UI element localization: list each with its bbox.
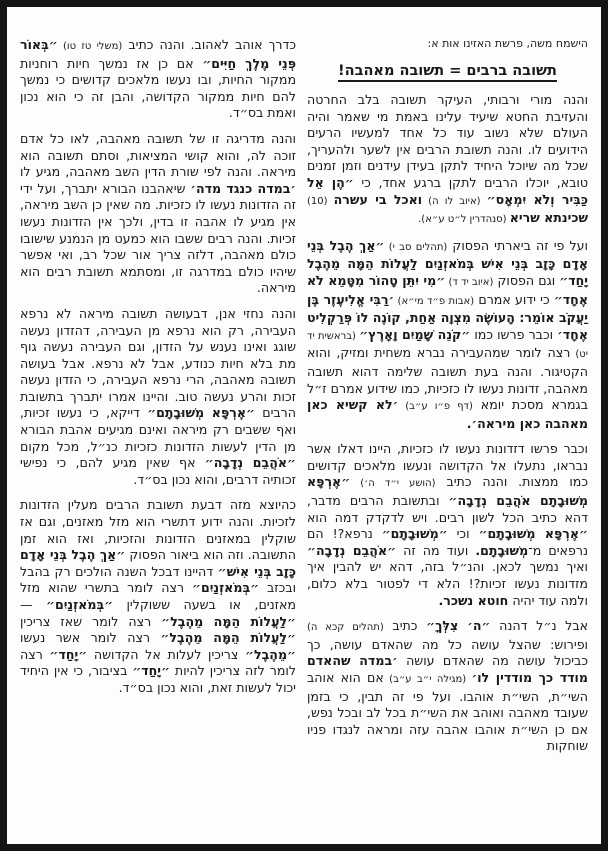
text-run: כהיוצא מזה דבעת תשובת הרבים מעלין הזדונות לזכיות. והנה ידוע דתשרי הוא מזל מאזנים, וגם אז שוקלין במאזנים הזדונות והזכיות, ואז הוא זמן התשובה. וזה הוא ביאור הפסוק <box>20 497 296 563</box>
text-run: (בראשית יד יט) <box>307 330 588 361</box>
text-run: אבל נ״ל דהנה <box>490 618 589 634</box>
text-run: דהיינו דבכל השנה הולכים רק בהבל ובכזב <box>20 563 296 596</box>
text-run: אף שאין מגיע להם, כי נפישי זכותיה דרבים, והוא נכון בס״ד. <box>20 455 296 487</box>
text-run: ׳רַבִּי אֱלִיעֶזֶר בֶּן יַעֲקֹב אוֹמֵר: הָעוֹשֶׂה מִצְוָה אַחַת, קוֹנֶה לוֹ פְּרַקְלִיט אֶחָד׳ <box>307 291 588 342</box>
page-header: הישמח משה, פרשת האזינו אות א: <box>427 37 588 50</box>
text-run: ואיך נמשך לכאן. והנ״ל בזה, דהא יש להבין איך מזדונות נעשו זכיות?! הלא די לפטור בלא כלום, ולמה עוד יהיה <box>307 559 588 608</box>
text-run: ועוד מה זה <box>396 542 476 558</box>
text-run: דייקא, כי נעשו זכיות, ואף ששבים רק מיראה ואינם מגיעים אהבת הבורא מן הדין לעשות הזדונות כזכיות כנ״ל, מכל מקום <box>20 405 296 454</box>
text-run: ׳במדה כנגד מדה׳ <box>190 180 296 196</box>
paragraph <box>307 238 588 433</box>
text-run: כי ידוע אמרם <box>474 291 554 307</box>
paragraph <box>307 441 588 609</box>
text-run: בציבור, כי אין היחיד יכול לעשות זאת, והוא נכון בס״ד. <box>20 663 296 695</box>
text-run: ״מְשׁוּבָתָם״ <box>381 526 448 542</box>
section-title: תשובה ברבים = תשובה מאהבה! <box>338 63 557 82</box>
text-run: ״מֵהֶבֶל״ <box>245 646 296 662</box>
text-run: (תהלים קכא ה) <box>307 622 384 634</box>
text-run: ״קֹנֵה שָׁמַיִם וָאָרֶץ״ <box>359 326 471 342</box>
text-run: ״ה׳ צִלְּךָ״ <box>426 618 491 634</box>
text-run: (דף פ״ו ע״ב) <box>398 401 473 413</box>
text-run: וגם הפסוק <box>493 272 560 288</box>
text-run: ״בְּאוֹר פְּנֵי מֶלֶךְ חַיִּים״ <box>20 37 296 71</box>
text-run: ״הֶן אֵל כַּבִּיר וְלֹא יִמְאָס״ <box>307 174 588 207</box>
text-run: (משלי טז טו) <box>57 41 123 52</box>
text-run: רצה לומר לזה צריכין להיות <box>20 646 296 679</box>
column-right <box>307 37 588 755</box>
column-left <box>20 37 296 697</box>
text-run: ״אֹהֲבֵם נְדָבָה״ <box>307 542 397 558</box>
text-run: והנה מורי ורבותי, העיקר תשובה בלב החרטה והעזיבת החטא שיעיד עלינו באמת מי שאמר והיה העולם שלא נשוב עוד כל אחד למעשיו הרעים הידועים לו. והנה תשובת הרבים אין לשער ולהעריך, שכל מה שיוכל היחיד לתקן בעידן עידנים וזמן זמנים טובא, יוכלו הרבים לתקן ברגע אחד, כי <box>307 92 588 190</box>
text-run: נרפא?! הם נרפאים מ־ <box>307 526 588 558</box>
paragraph <box>20 306 296 489</box>
text-run: והנה נחזי אנן, דבעושה תשובה מיראה לא נרפא העבירה, רק הוא נרפא מן העבירה, דהזדון נעשה שוגג ואינו נענש על הזדון, וגם העבירה נעשה גוף מת בלא חיות כנודע, אבל לא נרפא. אבל בעושה תשובה מאהבה, הרי נרפא העבירה, כי הזדון נעשה זכות והרע נעשה טוב. והיינו אמרו יתברך בתשובת הרבים <box>20 305 296 421</box>
text-run: ״בְּמֹאזְנַיִם״ <box>46 597 114 612</box>
text-run: (מגילה י״ב ע״ב) <box>383 674 472 685</box>
text-run: כתיב <box>383 618 427 634</box>
text-run: (הושע י״ד ה׳) <box>350 478 436 490</box>
text-run: רצה לומר אשר נעשו <box>20 630 161 646</box>
text-run: שכינתא שריא <box>509 210 588 226</box>
text-run: רצה לומר שאז צריכין <box>20 613 162 629</box>
text-run: ׳במדה שהאדם מודד כך מודדין לו׳ <box>307 653 588 685</box>
text-run: (סנהדרין ל״ט ע״א). <box>418 214 510 226</box>
text-run: (10) <box>307 195 334 207</box>
text-run: ועל פי זה ביארתי הפסוק <box>447 237 588 253</box>
text-run: ״לַעֲלוֹת הֵמָּה מֵהֶבֶל״ <box>160 630 296 646</box>
text-run: ״יָחַד״ <box>49 646 88 662</box>
left-column-text <box>20 37 296 697</box>
text-run: וכבר פרשו כמו <box>470 326 558 342</box>
text-run: ״מִי יִתֵּן טָהוֹר מִטָּמֵא לֹא אֶחָד״ <box>307 272 588 307</box>
paragraph <box>20 131 296 297</box>
text-run: ״אֶרְפָּא מְשׁוּבָתָם״ <box>478 526 588 542</box>
text-run: ובתשובת הרבים מדבר, דהא כתיב הכל לשון רבים. ויש לדקדק דמה הוא <box>307 493 588 525</box>
text-run: ׳לא קשיא כאן מאהבה כאן מיראה׳. <box>307 397 588 431</box>
text-run: ״לַעֲלוֹת הֵמָּה מֵהֶבֶל״ <box>161 613 296 629</box>
text-run: (תהלים סב י) <box>384 241 448 253</box>
text-run: ואכל בי עשרה <box>333 191 423 207</box>
text-columns <box>20 37 588 755</box>
right-column-text <box>307 92 588 755</box>
text-run: רצה לומר בתשרי שהוא מזל מאזנים, או בשעה ששוקלין <box>20 580 296 612</box>
text-run: ״אַךְ הֶבֶל בְּנֵי אָדָם כָּזָב בְּנֵי אִישׁ בְּמֹאזְנַיִם לַעֲלוֹת הֵמָּה מֵהֶבֶל יָחַד״ <box>307 237 589 288</box>
text-run: וכי <box>447 526 479 542</box>
text-run: ״אֶרְפָּא מְשׁוּבָתָם״ <box>147 405 255 421</box>
text-run: ״אֹהֲבֵם נְדָבָה״ <box>204 455 296 471</box>
section-title-wrap <box>307 60 588 82</box>
text-run: צריכין לעלות אל הקדושה <box>87 646 246 662</box>
paragraph <box>307 618 588 755</box>
text-run: ״אַךְ הֶבֶל בְּנֵי אָדָם כָּזָב בְּנֵי אִישׁ״ <box>20 547 296 579</box>
text-run: ״יָחַד״ <box>132 663 170 679</box>
text-run: מְשׁוּבָתָם. <box>475 542 529 558</box>
text-run: רצה לומר שמהעבירה נברא משחית ומזיק, והוא הקטיגור. והנה בעת תשובה שלימה דהוא תשובה מאהבה, זדונות נעשו לו כזכיות, כמו שידוע אמרם ז״ל בגמרא מסכת יומא <box>307 345 588 413</box>
text-run: — <box>20 597 46 612</box>
text-run: ופירוש: שהצל עושה כל מה שהאדם עושה, כך כביכול עושה מה שהאדם עושה <box>307 636 588 669</box>
text-run: (איוב לו ה) <box>422 195 487 207</box>
text-run: (אבות פ״ד מי״א) <box>394 295 475 307</box>
paragraph <box>20 37 296 122</box>
paragraph <box>20 497 296 696</box>
text-run: שיאהבנו הבורא יתברך, ועל ידי זה הזדונות נעשו לו כזכיות. מה שאין כן השב מיראה, אין מגיע לו אהבה זו בדין, ולכך אין הזדונות נעשו זכיות. והנה רבים ששבו הוא כמעט מן הנמנע שישובו כולם מאהבה, דלזה צריך אור שכל רב, ואי אפשר שיהיו כולם במדרגה זו, ומסתמא תשובת רבים הוא מיראה. <box>20 180 296 296</box>
text-run: (איוב יד ד) <box>445 276 494 288</box>
text-run: כדרך אוהב לאהוב. והנה כתיב <box>122 37 297 52</box>
paragraph <box>307 92 588 229</box>
document-page <box>7 7 601 844</box>
text-run: ״בְּמֹאזְנַיִם״ <box>192 580 260 596</box>
text-run: ״אֶרְפָּא מְשׁוּבָתָם אֹהֲבֵם נְדָבָה״ <box>307 474 588 509</box>
text-run: אם כן אז נמשך חיות רוחניות ממקור החיות, ובו נעשו מלאכים קדושים כי נמשך להם חיות ממקור הקדושה, והבן זה כי הוא נכון ואמת בס״ד. <box>20 55 296 121</box>
text-run: אם הוא אוהב השי״ת, השי״ת אוהבו. ועל פי זה תבין, כי בזמן שעובד מאהבה ואוהב את השי״ת בכל לב ובכל נפש, אם כן השי״ת אוהבו אהבה עזה ומראה לנגדו פניו שוחקות <box>307 670 588 754</box>
text-run: חוטא נשכר. <box>438 592 509 608</box>
text-run: וכבר פרשו דזדונות נעשו לו כזכיות, היינו דאלו אשר נבראו, נתעלו אל הקדושה ונעשו מלאכים קדושים כמו ממצות. והנה כתיב <box>307 441 588 490</box>
text-run: והנה מדריגה זו של תשובה מאהבה, לאו כל אדם זוכה לה, והוא קושי המציאות, וסתם תשובה הוא מיראה. והנה לפי שורת הדין השב מאהבה, מגיע לו <box>20 130 296 180</box>
